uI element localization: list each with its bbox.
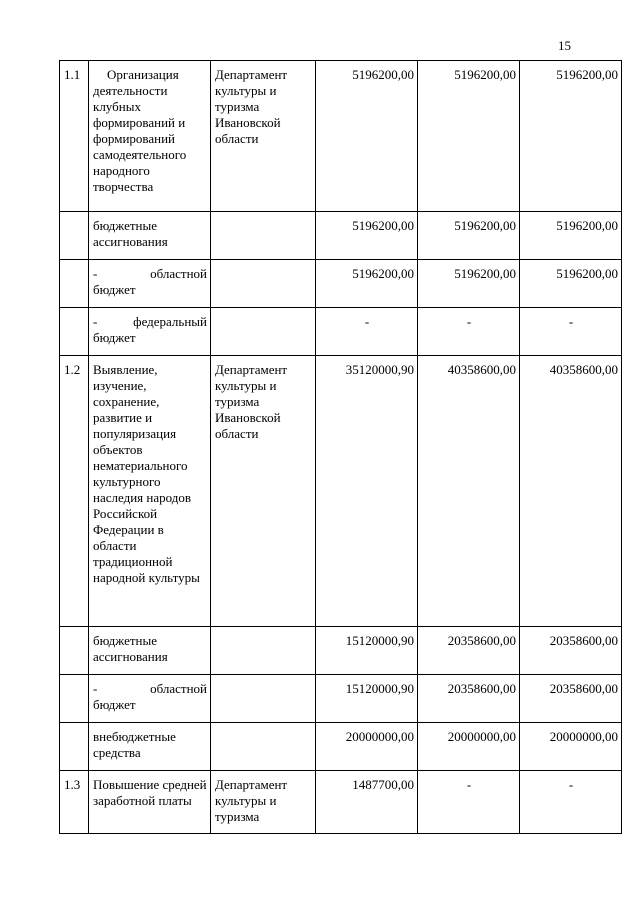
row-value-2: 20358600,00 — [418, 675, 520, 723]
table-row — [60, 308, 622, 356]
row-name: Повышение средней заработной платы — [89, 771, 211, 834]
row-value-1: - — [316, 308, 418, 356]
row-name-dash: - — [93, 314, 98, 329]
row-executor — [211, 627, 316, 675]
row-name-rest: бюджет — [93, 282, 136, 297]
row-id — [60, 260, 89, 308]
row-id — [60, 723, 89, 771]
row-id — [60, 627, 89, 675]
row-executor — [211, 260, 316, 308]
table-row — [60, 260, 622, 308]
row-name: бюджетные ассигнования — [89, 627, 211, 675]
page-number: 15 — [558, 38, 571, 53]
table-row — [60, 627, 622, 675]
row-value-1: 20000000,00 — [316, 723, 418, 771]
row-name — [89, 675, 211, 723]
row-value-2: 20358600,00 — [418, 627, 520, 675]
row-name: Выявление, изучение, сохранение, развитие и популяризация объектов нематериального культурного наследия народов Российской Федерации в области традиционной народной культуры — [89, 356, 211, 627]
row-name-word: федеральный — [133, 314, 207, 329]
row-id — [60, 308, 89, 356]
row-executor: Департамент культуры и туризма Ивановской области — [211, 61, 316, 212]
row-value-3: - — [520, 308, 622, 356]
row-name — [89, 308, 211, 356]
row-value-1: 5196200,00 — [316, 61, 418, 212]
table-row — [60, 212, 622, 260]
table-row-1-2 — [60, 356, 622, 627]
table-row — [60, 723, 622, 771]
table-row-1-1 — [60, 61, 622, 212]
row-value-1: 5196200,00 — [316, 260, 418, 308]
row-name-rest: бюджет — [93, 697, 136, 712]
row-executor — [211, 723, 316, 771]
table-row-1-3 — [60, 771, 622, 834]
row-value-2: 5196200,00 — [418, 260, 520, 308]
row-name: бюджетные ассигнования — [89, 212, 211, 260]
row-value-2: 5196200,00 — [418, 212, 520, 260]
row-value-3: 5196200,00 — [520, 212, 622, 260]
table-row — [60, 675, 622, 723]
row-id: 1.1 — [60, 61, 89, 212]
row-value-2: 5196200,00 — [418, 61, 520, 212]
row-name: Организация деятельности клубных формирований и формирований самодеятельного народного творчества — [89, 61, 211, 212]
row-value-3: 20000000,00 — [520, 723, 622, 771]
row-executor: Департамент культуры и туризма — [211, 771, 316, 834]
row-name — [89, 260, 211, 308]
row-value-2: - — [418, 771, 520, 834]
row-value-3: 5196200,00 — [520, 61, 622, 212]
row-value-1: 1487700,00 — [316, 771, 418, 834]
row-name: внебюджетные средства — [89, 723, 211, 771]
row-executor: Департамент культуры и туризма Ивановской области — [211, 356, 316, 627]
row-value-3: - — [520, 771, 622, 834]
row-executor — [211, 212, 316, 260]
row-name-dash: - — [93, 266, 98, 281]
row-value-3: 20358600,00 — [520, 675, 622, 723]
row-value-3: 40358600,00 — [520, 356, 622, 627]
row-id — [60, 675, 89, 723]
row-executor — [211, 308, 316, 356]
row-value-2: 20000000,00 — [418, 723, 520, 771]
budget-table — [59, 60, 622, 834]
row-name-word: областной — [150, 681, 207, 696]
row-name-rest: бюджет — [93, 330, 136, 345]
row-id: 1.3 — [60, 771, 89, 834]
row-value-2: - — [418, 308, 520, 356]
row-value-3: 5196200,00 — [520, 260, 622, 308]
row-id — [60, 212, 89, 260]
row-name-dash: - — [93, 681, 98, 696]
row-value-1: 35120000,90 — [316, 356, 418, 627]
row-value-1: 15120000,90 — [316, 675, 418, 723]
row-value-1: 15120000,90 — [316, 627, 418, 675]
row-value-2: 40358600,00 — [418, 356, 520, 627]
row-id: 1.2 — [60, 356, 89, 627]
row-value-3: 20358600,00 — [520, 627, 622, 675]
row-executor — [211, 675, 316, 723]
row-name-word: областной — [150, 266, 207, 281]
row-value-1: 5196200,00 — [316, 212, 418, 260]
